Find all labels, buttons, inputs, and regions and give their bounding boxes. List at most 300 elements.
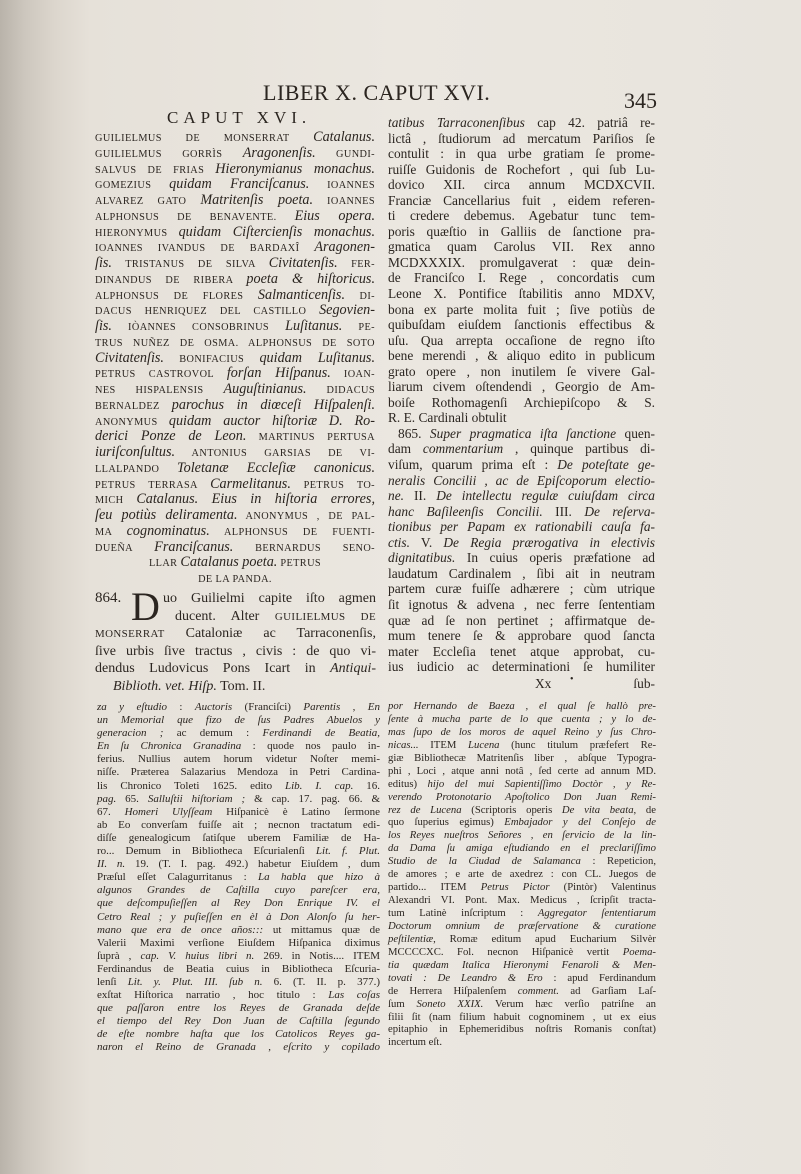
text-line — [388, 816, 656, 829]
text-line — [388, 519, 655, 535]
italic-text: Soneto XXIX. — [416, 997, 484, 1010]
text-line — [97, 937, 380, 950]
text-line — [97, 793, 380, 806]
italic-text: Petrus Pictor — [480, 881, 550, 894]
text-line — [388, 208, 655, 224]
roman-text: 6. (T. II. p. 377.) — [262, 975, 380, 988]
italic-text: dignitatibus. — [388, 550, 456, 566]
italic-text: ſis. — [95, 318, 112, 334]
italic-text: quidam auctor hiſtoriæ D. Ro- — [168, 412, 375, 429]
italic-text: Salluſtii hiſtoriam ; — [147, 792, 246, 805]
italic-text: ſeu potiùs deliramenta. — [95, 507, 238, 523]
small-caps-text: GUNDI- — [315, 148, 375, 160]
text-line — [388, 115, 655, 131]
text-line — [388, 302, 655, 318]
text-line — [388, 255, 655, 271]
text-line — [388, 317, 655, 333]
small-caps-text: BERNARDUS SENO- — [233, 542, 375, 554]
roman-text: , — [255, 1041, 284, 1054]
roman-text: ſive urbis ſive tractus , civis : de quo vi- — [95, 643, 376, 659]
text-line — [388, 410, 655, 426]
roman-text: quibuſdam eiuſdem ſanctionis effectibus & — [388, 317, 655, 333]
text-line — [97, 897, 380, 910]
small-caps-text: DINANDUS DE RIBERA — [95, 274, 247, 286]
italic-text: pag. — [97, 792, 117, 805]
roman-text: ut mittamus quæ de — [263, 923, 380, 936]
italic-text: Cetro Real ; y puſieſſen en èl à Don Alonſo ſu her- — [97, 910, 380, 923]
text-line — [388, 713, 656, 726]
signature-mark: Xx — [535, 676, 552, 691]
text-line — [95, 539, 375, 555]
roman-text: Franciæ Cancellarius fuit , eidem referen- — [388, 192, 655, 208]
text-line — [95, 660, 376, 678]
roman-text: liarum civem oſtendendi , Georgio de Am- — [388, 379, 655, 395]
small-caps-text: LLALPANDO — [95, 463, 178, 475]
italic-text: De intellectu regulæ cuiuſdam circa — [436, 488, 655, 504]
roman-text: , de — [633, 803, 656, 816]
text-line — [388, 959, 656, 972]
text-line — [388, 239, 655, 255]
roman-text: lenſi — [97, 975, 128, 988]
text-line — [97, 924, 380, 937]
text-line — [95, 643, 376, 661]
text-line — [97, 727, 380, 740]
roman-text: dam — [388, 441, 423, 457]
roman-text: viſum, quarum prima eſt : — [388, 457, 558, 473]
running-head: LIBER X. CAPUT XVI. — [263, 80, 491, 105]
roman-text: lis Chronico Toleti 1625. edito — [97, 779, 285, 792]
roman-text: giæ Bibliothecæ Matritenſis liber , abſque Typogra- — [388, 751, 656, 764]
roman-text: grato opere , non inutilem ſe vivere Gal- — [388, 363, 655, 379]
small-caps-text: IOANNES IVANDUS DE BARDAXÎ — [95, 243, 315, 255]
italic-text: naron el Reino de Granada — [97, 1041, 256, 1054]
footnote-right — [388, 700, 656, 1049]
italic-text: los Reyes nueſtros Señores , en ſervicio de la lin- — [388, 829, 656, 842]
text-line — [95, 523, 375, 539]
italic-text: Doctorum omnium de præſervatione & curatione — [388, 919, 656, 932]
small-caps-text: PETRUS TERRASA — [95, 479, 211, 491]
text-line — [95, 476, 375, 492]
roman-text: II. — [404, 488, 437, 504]
text-line — [97, 740, 380, 753]
small-caps-text: GUILIELMUS DE MONSERRAT — [95, 133, 314, 144]
italic-text: Aragonenſis. — [242, 144, 316, 161]
roman-text: ruiſſe Guidonis de Rochefort , qui ſub Lu- — [388, 161, 655, 177]
italic-text: da Dama ſu amiga eſtudiando en el preclariſſimo — [388, 842, 656, 855]
text-line — [388, 364, 655, 380]
text-line — [95, 271, 375, 287]
roman-text: : — [167, 701, 195, 713]
text-line — [95, 224, 375, 240]
italic-text: Civitatenſis. — [268, 255, 338, 271]
text-line — [95, 397, 375, 413]
italic-text: Lucena — [468, 738, 500, 751]
text-line — [95, 192, 375, 208]
italic-text: que paſſaron entre los Reyes de Granada deſde — [97, 1002, 380, 1015]
chapter-summary — [95, 129, 375, 586]
text-line — [95, 255, 375, 271]
text-line — [388, 395, 655, 411]
italic-text: tovati : De Leandro & Ero — [388, 971, 543, 984]
roman-text: & cap. 17. pag. 66. & — [245, 792, 380, 805]
italic-text: Salmanticenſis. — [257, 286, 345, 303]
text-line — [95, 507, 375, 523]
text-line — [388, 270, 655, 286]
roman-text: incertum eſt. — [388, 1036, 443, 1049]
roman-text: (Franciſci) — [232, 701, 304, 713]
small-caps-text: MICH — [95, 495, 137, 507]
italic-text: cognominatus. — [126, 522, 210, 539]
roman-text: Verum hæc verſio patriſne an — [483, 997, 656, 1010]
italic-text: Segovien- — [319, 302, 375, 319]
page-number: 345 — [624, 88, 657, 113]
text-line — [95, 554, 375, 570]
roman-text: niſſe. Præterea Salazarius Mendoza in Petri Cardina- — [97, 766, 380, 779]
italic-text: Auctoris — [194, 701, 233, 713]
text-line — [388, 726, 656, 739]
italic-text: mas ſupo de los moros de aquel Reino y ſus Chro- — [388, 725, 656, 738]
roman-text: de Franciſco I. Rege , concordatis cum — [388, 270, 655, 286]
text-line — [388, 1023, 656, 1036]
italic-text: Ferdinandi de Beatia, — [262, 727, 380, 740]
text-line — [97, 989, 380, 1002]
text-line — [388, 348, 655, 364]
text-line — [97, 832, 380, 845]
roman-text: In cuius operis præfatione ad — [455, 550, 655, 566]
roman-text: (hunc titulum præfefert Re- — [499, 738, 657, 751]
text-line — [388, 146, 655, 162]
small-caps-text: ALPHONSUS DE BENAVENTE. — [95, 211, 295, 223]
italic-text: algunos Grandes de Caſtilla cuyo pareſcer era, — [97, 884, 380, 897]
italic-text: Lit. y. Plut. III. ſub n. — [127, 975, 263, 988]
footnote-left — [97, 701, 380, 1055]
roman-text: de Herrera Hiſpalenſem — [388, 984, 518, 997]
roman-text: boiſe Rothomagenſi Archiepiſcopo & S. — [388, 394, 655, 410]
roman-text: Alexandri VI. Pont. Max. Medicus , ſcripſit tracta- — [388, 894, 656, 907]
roman-text: MCDXXXIX. promulgaverat : quæ dein- — [388, 254, 655, 270]
chapter-title: CAPUT XVI. — [167, 108, 312, 127]
roman-text: bene merendi , & aliquo edito in publicum — [388, 348, 655, 364]
roman-text: quo ſuperius egimus) — [388, 816, 505, 829]
italic-text: Super pragmatica iſta ſanctione — [429, 425, 617, 441]
small-caps-text: FER- — [337, 259, 375, 270]
small-caps-text: LLAR — [148, 558, 181, 570]
italic-text: derici Ponze de Leon. — [95, 428, 247, 445]
italic-text: Antiqui- — [330, 661, 376, 677]
text-line — [95, 145, 375, 161]
roman-text: ſuprà , — [97, 949, 141, 962]
small-caps-text: ANONYMUS , DE PAL- — [237, 511, 375, 522]
italic-text: quidam Luſitanus. — [259, 349, 375, 366]
italic-text: ne. — [388, 488, 404, 504]
italic-text: Aggregator ſententiarum — [537, 907, 657, 919]
small-caps-text: MARTINUS PERTUSA — [246, 432, 375, 444]
text-line — [388, 855, 656, 868]
small-caps-text: DE LA PANDA. — [198, 574, 272, 585]
roman-text: 269. in Notis.... ITEM — [254, 949, 380, 962]
text-line — [388, 613, 655, 629]
text-line — [95, 460, 375, 476]
italic-text: Lib. I. cap. — [285, 779, 354, 792]
text-line — [97, 884, 380, 897]
text-line — [97, 701, 380, 714]
small-caps-text: NES HISPALENSIS — [95, 385, 224, 396]
text-line — [388, 457, 655, 473]
text-line — [95, 381, 375, 397]
roman-text: gmatica quam Carolus VII. Rex anno — [388, 239, 655, 255]
italic-text: Biblioth. vet. Hiſp. — [113, 678, 217, 694]
italic-text: de eſte nombre haſta que los Catolicos Reyes ga- — [97, 1028, 380, 1041]
text-line — [388, 177, 655, 193]
text-line — [388, 426, 655, 442]
roman-text: Cataloniæ ac Tarraconenſis, — [164, 626, 376, 642]
italic-text: commentarium — [422, 441, 504, 457]
text-line — [97, 753, 380, 766]
roman-text: Hiſpanicè è Latino ſermone — [212, 805, 380, 818]
italic-text: mano que era de once años::: — [97, 923, 264, 936]
text-line — [95, 491, 375, 507]
small-caps-text: HIERONYMUS — [95, 227, 179, 239]
dot-mark-icon: • — [570, 674, 574, 685]
roman-text: editus) — [388, 777, 428, 790]
paragraph-number: 864. — [95, 590, 122, 606]
roman-text: ſit ignotus & advena , nec ferre ſententiam — [388, 596, 655, 612]
roman-text: (Scriptoris operis — [461, 803, 562, 816]
italic-text: De poteſtate ge- — [557, 457, 655, 473]
text-line — [388, 907, 656, 920]
roman-text: partido... ITEM — [388, 881, 481, 894]
text-line — [388, 473, 655, 489]
italic-text: el tiempo del Rey Don Juan de Caſtilla ſegundo — [97, 1015, 380, 1028]
text-line — [95, 161, 375, 177]
roman-text: ti credere debemus. Agebatur tunc tem- — [388, 208, 655, 224]
small-caps-text: PE- — [342, 322, 375, 333]
roman-text: diſſe genealogicum ſatiſque uberem Familiæ de Ha- — [97, 831, 380, 844]
roman-text: ad Garſiam Laſ- — [558, 984, 656, 997]
text-line — [97, 963, 380, 976]
italic-text: hanc Baſileenſis Concilii. — [388, 503, 543, 519]
italic-text: neralis Concilii , ac de Epiſcoporum electio- — [388, 472, 655, 488]
roman-text: tum Latinè inſcriptum : — [388, 907, 538, 919]
roman-text: ab Eo converſam fuiſſe ait ; necnon tractatum edi- — [97, 818, 380, 831]
roman-text: dovico XII. circa annum MCDXCVII. — [388, 177, 655, 193]
text-line — [95, 302, 375, 318]
roman-text: bona ex parte molita fuit ; ſive potiùs de — [388, 301, 655, 317]
roman-text: 16. — [353, 779, 380, 792]
italic-text: verendo Protonotario Apoſtolico Don Juan Remi- — [388, 790, 656, 803]
text-line — [388, 778, 656, 791]
roman-text: cap 42. patriâ re- — [524, 115, 655, 130]
text-line — [388, 933, 656, 946]
text-line — [97, 806, 380, 819]
small-caps-text: SALVUS DE FRIAS — [95, 164, 216, 176]
italic-text: Civitatenſis. — [95, 349, 164, 366]
text-line — [97, 780, 380, 793]
roman-text: filii ſit (nam filium habuit cognominem , ut ex eius — [388, 1010, 656, 1023]
italic-text: Franciſcanus. — [154, 538, 234, 555]
text-line — [95, 176, 375, 192]
roman-text: MCCCCXC. Fol. necnon Hiſpanicè vertit — [388, 945, 623, 958]
signature-line — [388, 676, 655, 692]
italic-text: Las coſas — [328, 989, 380, 1002]
text-line — [388, 920, 656, 933]
text-line — [388, 333, 655, 349]
text-line — [388, 504, 655, 520]
italic-text: poeta & hiſtoricus. — [246, 270, 375, 287]
text-line — [388, 739, 656, 752]
italic-text: II. n. — [97, 858, 126, 871]
italic-text: parochus in diœceſi Hiſpalenſi. — [171, 396, 376, 413]
text-line — [95, 413, 375, 429]
text-line — [388, 535, 655, 551]
text-line — [95, 444, 375, 460]
small-caps-text: PETRUS — [277, 558, 322, 570]
text-line — [95, 318, 375, 334]
text-line — [388, 659, 655, 675]
italic-text: Carmelitanus. — [210, 475, 291, 492]
roman-text: : apud Ferdinandum — [542, 971, 656, 984]
roman-text: : Repeticion, — [580, 855, 656, 868]
italic-text: Lit. f. Plut. — [315, 845, 380, 858]
text-line — [95, 428, 375, 444]
italic-text: Hieronymianus monachus. — [215, 160, 375, 177]
text-line — [388, 379, 655, 395]
text-line — [388, 1036, 656, 1049]
text-line — [388, 644, 655, 660]
text-line — [388, 894, 656, 907]
italic-text: Embajador y del Conſejo de — [504, 816, 656, 829]
text-line — [388, 985, 656, 998]
italic-text: La habla que hizo à — [258, 871, 380, 884]
italic-text: Matritenſis poeta. — [200, 192, 314, 208]
text-line — [95, 287, 375, 303]
text-line — [97, 1028, 380, 1041]
italic-text: Eius opera. — [294, 207, 375, 224]
roman-text: de amores ; e arte de axedrez : con CL. Juegos de — [388, 868, 656, 881]
roman-text: 67. — [97, 805, 125, 818]
text-line — [97, 858, 380, 871]
italic-text: Catalanus. — [313, 129, 375, 145]
small-caps-text: ALVAREZ GATO — [95, 196, 201, 207]
small-caps-text: PETRUS CASTROVOL — [95, 369, 227, 381]
small-caps-text: IOAN- — [330, 369, 375, 381]
text-line — [388, 193, 655, 209]
italic-text: Homeri Ulyſſeam — [124, 805, 213, 818]
roman-text: laudatum Cardinalem , ſibi ait in neutram — [388, 565, 655, 581]
roman-text: epitaphio in Ephemeridibus noſtris Romanis conſtat) — [388, 1023, 656, 1036]
small-caps-text: TRUS NUÑEZ DE OSMA. ALPHONSUS DE SOTO — [95, 337, 375, 349]
roman-text: uſu. Qua arrepta occaſione de regno iſto — [388, 332, 655, 348]
italic-text: De vita beata — [561, 803, 634, 816]
roman-text: ſum — [388, 997, 417, 1010]
roman-text: Tom. II. — [216, 678, 266, 694]
roman-text: 65. — [116, 792, 148, 805]
text-line — [97, 714, 380, 727]
text-line — [95, 350, 375, 366]
italic-text: ſis. — [95, 255, 112, 271]
small-caps-text: GUILIELMUS DE — [274, 610, 377, 623]
italic-text: Auguſtinianus. — [223, 381, 307, 397]
text-line — [388, 566, 655, 582]
small-caps-text: MONSERRAT — [95, 628, 165, 641]
roman-text: uo Guilielmi capite iſto agmen — [163, 591, 376, 606]
small-caps-text: DACUS HENRIQUEZ DEL CASTILLO — [95, 306, 320, 318]
text-line — [388, 131, 655, 147]
paragraph-864 — [95, 584, 377, 696]
text-line — [388, 628, 655, 644]
text-line — [97, 1002, 380, 1015]
roman-text: contulit : in qua urbe gratiam ſe prome- — [388, 146, 655, 162]
italic-text: tatibus Tarraconenſibus — [388, 115, 525, 130]
roman-text: ferius. Nullius autem horum videtur Noſter memi- — [97, 753, 380, 766]
text-line — [388, 286, 655, 302]
roman-text: Valerii Maximi verſione Eiuſdem Hiſpanica diximus — [97, 936, 380, 949]
roman-text: exſtat Hiſtorica narratio , hoc titulo : — [97, 989, 329, 1002]
small-caps-text: ALPHONSUS DE FUENTI- — [209, 526, 375, 538]
small-caps-text: IOANNES — [313, 196, 375, 207]
small-caps-text: DUEÑA — [95, 542, 155, 554]
text-line — [95, 208, 375, 224]
text-line — [97, 819, 380, 832]
italic-text: Aragonen- — [314, 239, 375, 256]
italic-text: tionibus per Papam ex rationabili cauſa fa- — [388, 519, 655, 535]
roman-text: ro... Demum in Bibliotheca Eſcurialenſi — [97, 845, 316, 858]
italic-text: cap. V. huius libri n. — [140, 949, 255, 962]
text-line — [95, 239, 375, 255]
roman-text: ac demum : — [163, 727, 263, 740]
small-caps-text: BERNALDEZ — [95, 400, 172, 412]
text-line — [97, 845, 380, 858]
italic-text: por Hernando de Baeza , el qual ſe hallò pre- — [388, 700, 656, 712]
text-line — [388, 791, 656, 804]
italic-text: Luſitanus. — [285, 318, 343, 334]
text-line — [95, 678, 376, 696]
text-line — [388, 752, 656, 765]
roman-text: lictâ , ſtudiorum ad mercatum Pariſios ſe — [388, 130, 655, 146]
italic-text: tia quædam Italica Hieronymi Fenaroli & Men- — [388, 958, 656, 971]
text-line — [95, 129, 375, 145]
small-caps-text: TRISTANUS DE SILVA — [111, 259, 269, 270]
italic-text: Poema- — [622, 945, 656, 958]
text-line — [388, 162, 655, 178]
roman-text: , quinque partibus di- — [503, 441, 655, 457]
roman-text: 19. (T. I. pag. 492.) habetur Eiuſdem , dum — [125, 858, 380, 871]
text-line — [97, 1041, 380, 1054]
italic-text: ctis. — [388, 534, 410, 550]
text-line — [388, 765, 656, 778]
italic-text: iuriſconſultus. — [95, 444, 176, 460]
italic-text: Studio de la Ciudad de Salamanca — [388, 855, 581, 868]
text-line — [388, 1011, 656, 1024]
text-line — [388, 998, 656, 1011]
italic-text: comment. — [517, 984, 559, 997]
small-caps-text: GOMEZIUS — [95, 180, 170, 192]
small-caps-text: DIDACUS — [306, 385, 376, 396]
text-line — [388, 488, 655, 504]
text-line — [388, 581, 655, 597]
italic-text: Parentis , En — [303, 701, 381, 713]
roman-text: (Pintòr) Valentinus — [549, 881, 656, 894]
italic-text: za y eſtudio — [97, 701, 168, 713]
small-caps-text: MA — [95, 526, 127, 538]
small-caps-text: ANONYMUS — [95, 416, 169, 428]
italic-text: De reſerva- — [584, 503, 656, 519]
roman-text: quen- — [616, 425, 655, 441]
italic-text: nicas... — [388, 738, 419, 751]
italic-text: Toletanæ Eccleſiæ canonicus. — [177, 459, 375, 476]
text-line — [388, 829, 656, 842]
italic-text: eſcrito y copilado — [283, 1041, 381, 1054]
